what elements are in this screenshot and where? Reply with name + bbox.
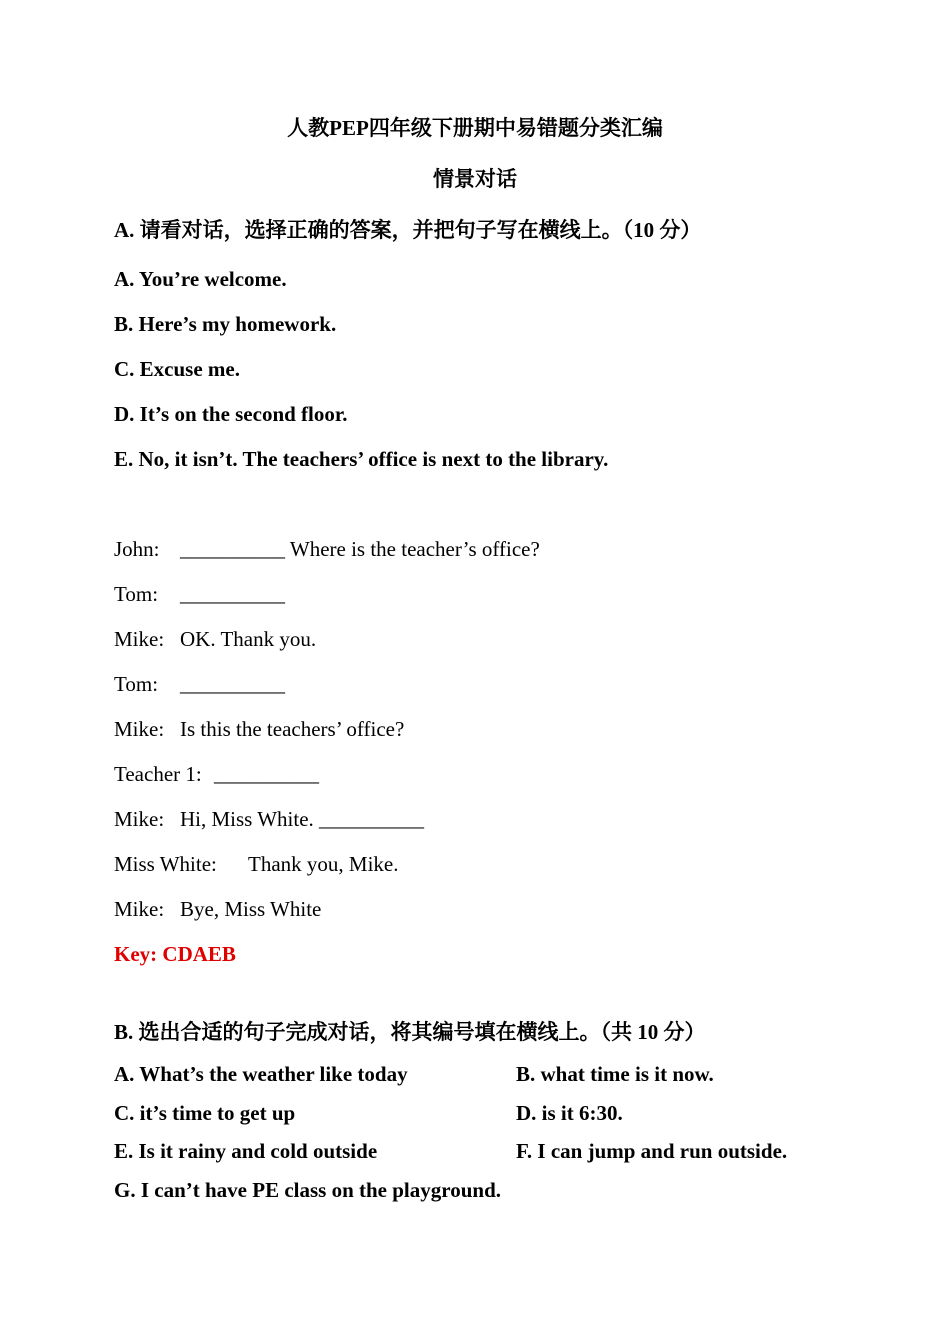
speaker-label: Mike: [114, 717, 165, 741]
dialogue-line [114, 896, 321, 922]
option-item: C. Excuse me. [114, 357, 240, 381]
section-b-heading: B. 选出合适的句子完成对话，将其编号填在横线上。（共 10 分） [114, 1020, 706, 1044]
dialogue-line [114, 716, 404, 742]
option-item: E. No, it isn’t. The teachers’ office is next to the library. [114, 447, 609, 471]
dialogue-text: OK. Thank you. [180, 627, 317, 651]
dialogue-line [114, 626, 316, 652]
dialogue-line [114, 806, 424, 832]
section-a-heading: A. 请看对话，选择正确的答案，并把句子写在横线上。（10 分） [114, 218, 702, 242]
speaker-label: Mike: [114, 897, 165, 921]
option-item: D. is it 6:30. [516, 1101, 623, 1125]
dialogue-line [114, 536, 540, 562]
option-item: B. Here’s my homework. [114, 312, 337, 336]
option-item: G. I can’t have PE class on the playground. [114, 1178, 501, 1202]
speaker-label: Miss White: [114, 852, 217, 876]
dialogue-text: Hi, Miss White. __________ [180, 807, 425, 831]
dialogue-line [114, 581, 285, 607]
answer-key: Key: CDAEB [114, 942, 236, 966]
page-subtitle: 情景对话 [433, 167, 517, 191]
dialogue-text: Thank you, Mike. [248, 852, 399, 876]
dialogue-text: __________ [180, 672, 285, 696]
speaker-label: John: [114, 537, 160, 561]
dialogue-line [114, 851, 398, 877]
option-item: A. What’s the weather like today [114, 1062, 408, 1086]
dialogue-line [114, 761, 319, 787]
dialogue-text: __________ [180, 582, 285, 606]
option-item: C. it’s time to get up [114, 1101, 296, 1125]
speaker-label: Mike: [114, 627, 165, 651]
option-item: A. You’re welcome. [114, 267, 287, 291]
dialogue-line [114, 671, 285, 697]
speaker-label: Tom: [114, 672, 159, 696]
dialogue-text: Bye, Miss White [180, 897, 322, 921]
option-item: E. Is it rainy and cold outside [114, 1139, 378, 1163]
speaker-label: Teacher 1: [114, 762, 202, 786]
speaker-label: Mike: [114, 807, 165, 831]
speaker-label: Tom: [114, 582, 159, 606]
dialogue-text: __________ Where is the teacher’s office? [180, 537, 540, 561]
option-item: B. what time is it now. [516, 1062, 714, 1086]
dialogue-text: __________ [214, 762, 319, 786]
option-item: D. It’s on the second floor. [114, 402, 348, 426]
dialogue-text: Is this the teachers’ office? [180, 717, 405, 741]
option-item: F. I can jump and run outside. [516, 1139, 788, 1163]
page-title: 人教PEP四年级下册期中易错题分类汇编 [287, 116, 663, 140]
